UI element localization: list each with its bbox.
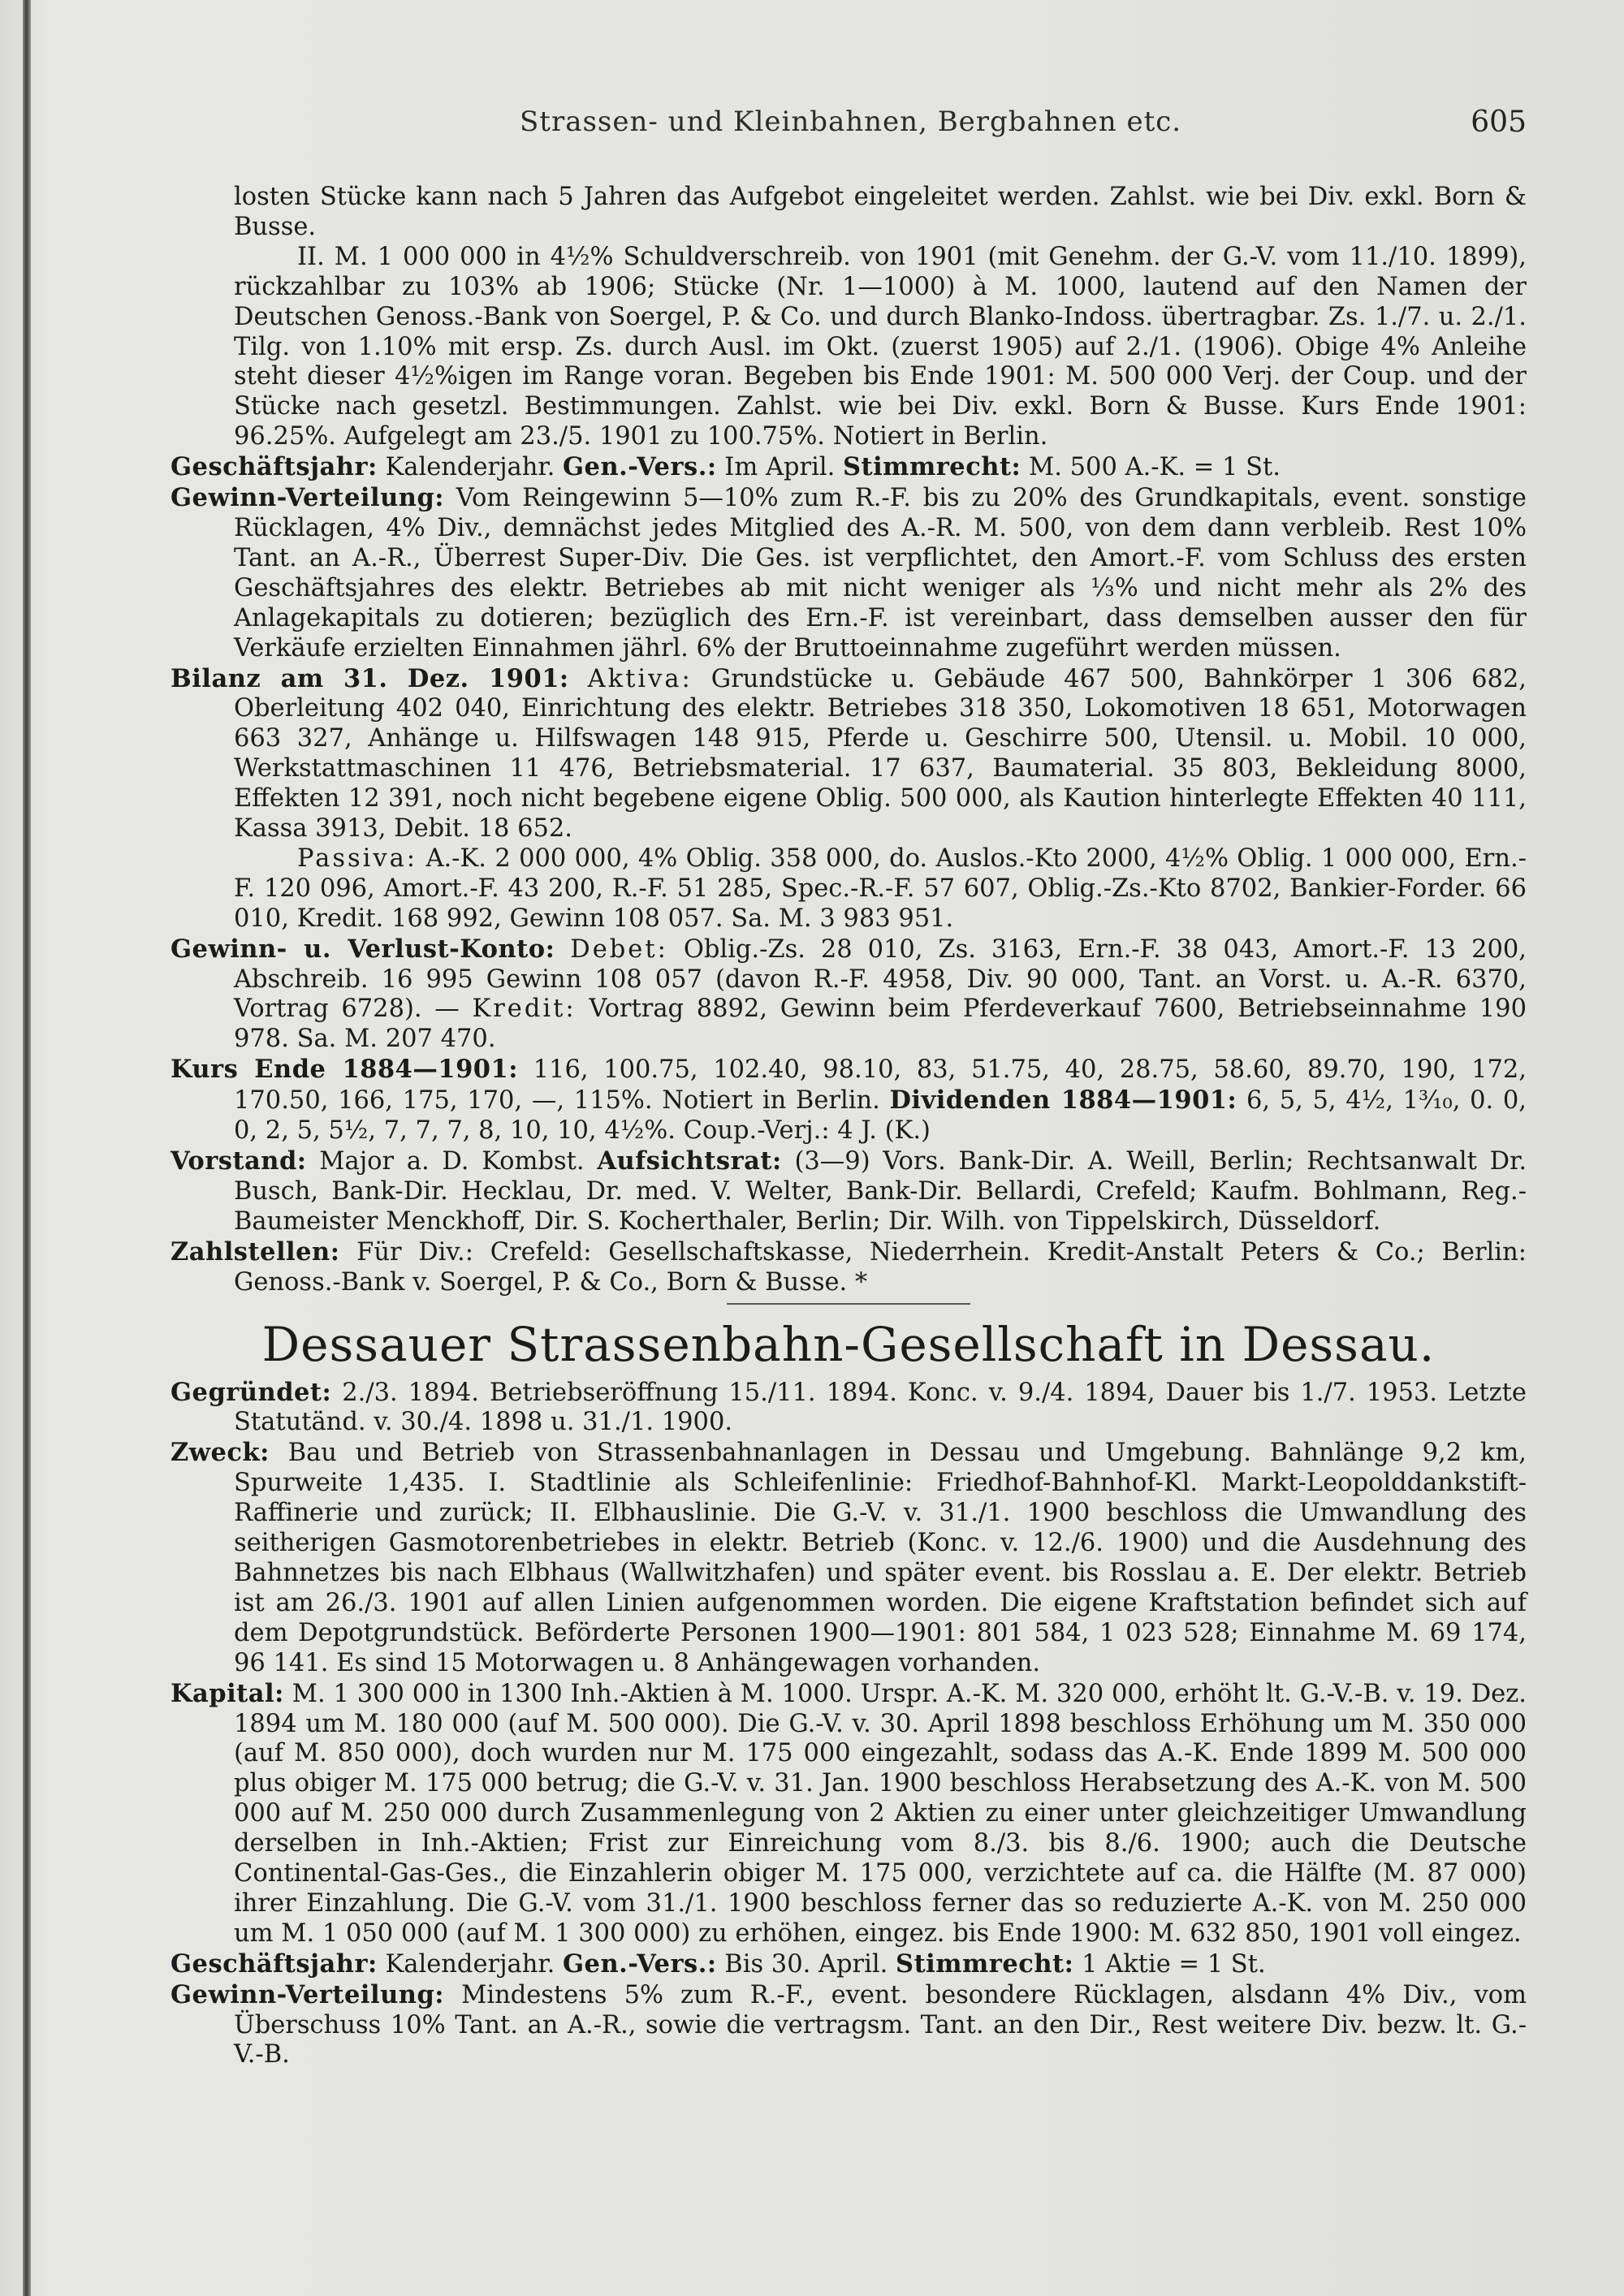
gegruendet-label: Gegründet: [171,1377,332,1407]
gewinn-verteilung-entry [171,483,1527,663]
kredit-text: Vortrag 8892, Gewinn beim Pferdeverkauf 7600, Betriebseinnahme 190 978. Sa. M. 207 470. [234,995,1527,1054]
passiva-label: Passiva: [297,844,418,873]
kapital-entry [171,1679,1527,1949]
dessau-stimmrecht-text: 1 Aktie = 1 St. [1082,1949,1266,1979]
bilanz-label: Bilanz am 31. Dez. 1901: [171,663,569,693]
passiva-entry [171,844,1527,934]
aktiva-text: Grundstücke u. Gebäude 467 500, Bahnkörper 1 306 682, Oberleitung 402 040, Einrichtung des elektr. Betriebes 318 350, Lokomotiven 18 651, Motorwagen 663 327, Anhänge u. Hilfswagen 148 915, Pferde u. Geschirre 500, Utensil. u. Mobil. 10 000, Werkstattmaschinen 11 476, Betriebsmaterial. 17 637, Baumaterial. 35 803, Bekleidung 8000, Effekten 12 391, noch nicht begebene eigene Oblig. 500 000, als Kaution hinterlegte Effekten 40 111, Kassa 3913, Debit. 18 652. [234,664,1527,844]
kapital-text: M. 1 300 000 in 1300 Inh.-Aktien à M. 1000. Urspr. A.-K. M. 320 000, erhöht lt. G.-V.-B. v. 19. Dez. 1894 um M. 180 000 (auf M. 500 000). Die G.-V. v. 30. April 1898 beschloss Erhöhung um M. 350 000 (auf M. 850 000), doch wurden nur M. 175 000 eingezahlt, sodass das A.-K. Ende 1899 M. 500 000 plus obiger M. 175 000 betrug; die G.-V. v. 31. Jan. 1900 beschloss Herabsetzung des A.-K. von M. 500 000 auf M. 250 000 durch Zusammenlegung von 2 Aktien zu einer unter gleichzeitiger Umwandlung derselben in Inh.-Aktien; Frist zur Einreichung vom 8./3. bis 8./6. 1900; auch die Deutsche Continental-Gas-Ges., die Einzahlerin obiger M. 175 000, verzichtete auf ca. die Hälfte (M. 87 000) ihrer Einzahlung. Die G.-V. vom 31./1. 1900 beschloss ferner das so reduzierte A.-K. von M. 250 000 um M. 1 050 000 (auf M. 1 300 000) zu erhöhen, eingez. bis Ende 1900: M. 632 850, 1901 voll eingez. [234,1679,1527,1948]
zahlstellen-entry [171,1237,1527,1298]
running-title: Strassen- und Kleinbahnen, Bergbahnen etc. [520,106,1182,138]
kurs-entry [171,1055,1527,1146]
dessau-gewinn-verteilung-label: Gewinn-Verteilung: [171,1979,445,2009]
dividenden-text: 6, 5, 5, 4½, 1³⁄₁₀, 0. 0, 0, 2, 5, 5½, 7, 7, 7, 8, 10, 10, 4½%. Coup.-Verj.: 4 J. (K.) [234,1086,1527,1146]
page-number: 605 [1471,106,1527,139]
kurs-text: 116, 100.75, 102.40, 98.10, 83, 51.75, 40, 28.75, 58.60, 89.70, 190, 172, 170.50, 166, 175, 170, —, 115%. Notiert in Berlin. [234,1055,1527,1116]
aktiva-label: Aktiva: [587,664,693,693]
vorstand-entry [171,1146,1527,1237]
zweck-text: Bau und Betrieb von Strassenbahnanlagen in Dessau und Umgebung. Bahnlänge 9,2 km, Spurweite 1,435. I. Stadtlinie als Schleifenlinie: Friedhof-Bahnhof-Kl. Markt-Leopolddankstift-Raffinerie und zurück; II. Elbhauslinie. Die G.-V. v. 31./1. 1900 beschloss die Umwandlung des seitherigen Gasmotorenbetriebes in elektr. Betrieb (Konc. v. 12./6. 1900) und die Ausdehnung des Bahnnetzes bis nach Elbhaus (Wallwitzhafen) und später event. bis Rosslau a. E. Der elektr. Betrieb ist am 26./3. 1901 auf allen Linien aufgenommen worden. Die eigene Kraftstation befindet sich auf dem Depotgrundstück. Beförderte Personen 1900—1901: 801 584, 1 023 528; Einnahme M. 69 174, 96 141. Es sind 15 Motorwagen u. 8 Anhängewagen vorhanden. [234,1439,1527,1677]
dessau-stimmrecht-label: Stimmrecht: [896,1949,1074,1979]
vorstand-label: Vorstand: [171,1146,307,1176]
dessau-gewinn-verteilung-text: Mindestens 5% zum R.-F., event. besondere Rücklagen, alsdann 4% Div., vom Überschuss 10% Tant. an A.-R., sowie die vertragsm. Tant. an den Dir., Rest weitere Div. bezw. lt. G.-V.-B. [234,1980,1527,2069]
zweck-entry [171,1438,1527,1678]
dessau-geschaeftsjahr-text: Kalenderjahr. [385,1949,555,1979]
geschaeftsjahr-label: Geschäftsjahr: [171,452,378,482]
stimmrecht-text: M. 500 A.-K. = 1 St. [1029,453,1281,482]
bilanz-entry [171,664,1527,844]
aufsichtsrat-text: (3—9) Vors. Bank-Dir. A. Weill, Berlin; Rechtsanwalt Dr. Busch, Bank-Dir. Hecklau, Dr. med. V. Welter, Bank-Dir. Bellardi, Crefeld; Kaufm. Bohlmann, Reg.-Baumeister Menckhoff, Dir. S. Kocherthaler, Berlin; Dir. Wilh. von Tippelskirch, Düsseldorf. [234,1147,1527,1236]
gegruendet-text: 2./3. 1894. Betriebseröffnung 15./11. 1894. Konc. v. 9./4. 1894, Dauer bis 1./7. 1953. Letzte Statutänd. v. 30./4. 1898 u. 31./1. 1900. [234,1378,1527,1437]
guv-label: Gewinn- u. Verlust-Konto: [171,934,555,964]
dessau-gewinn-verteilung-entry [171,1980,1527,2071]
debet-label: Debet: [570,934,668,964]
continuation-paragraph: losten Stücke kann nach 5 Jahren das Aufgebot eingeleitet werden. Zahlst. wie bei Div. exkl. Born & Busse. [234,183,1527,241]
zahlstellen-label: Zahlstellen: [171,1236,340,1267]
stimmrecht-label: Stimmrecht: [842,452,1021,482]
anleihe-ii-paragraph: II. M. 1 000 000 in 4½% Schuldverschreib. von 1901 (mit Genehm. der G.-V. vom 11./10. 1899), rückzahlbar zu 103% ab 1906; Stücke (Nr. 1—1000) à M. 1000, lautend auf den Namen der Deutschen Genoss.-Bank von Soergel, P. & Co. und durch Blanko-Indoss. übertragbar. Zs. 1./7. u. 2./1. Tilg. von 1.10% mit ersp. Zs. durch Ausl. im Okt. (zuerst 1905) auf 2./1. (1906). Obige 4% Anleihe steht dieser 4½%igen im Range voran. Begeben bis Ende 1901: M. 500 000 Verj. der Coup. und der Stücke nach gesetzl. Bestimmungen. Zahlst. wie bei Div. exkl. Born & Busse. Kurs Ende 1901: 96.25%. Aufgelegt am 23./5. 1901 zu 100.75%. Notiert in Berlin. [234,242,1527,451]
dessau-genvers-label: Gen.-Vers.: [563,1949,717,1979]
dessau-genvers-text: Bis 30. April. [724,1949,888,1979]
section-divider [727,1303,970,1305]
geschaeftsjahr-entry [171,452,1527,483]
aufsichtsrat-label: Aufsichtsrat: [597,1146,782,1176]
zweck-label: Zweck: [171,1438,270,1468]
geschaeftsjahr-text: Kalenderjahr. [385,453,555,482]
kapital-label: Kapital: [171,1678,284,1708]
kredit-label: Kredit: [472,995,577,1024]
text-column [171,183,1527,2070]
zahlstellen-text: Für Div.: Crefeld: Gesellschaftskasse, Niederrhein. Kredit-Anstalt Peters & Co.; Berlin: Genoss.-Bank v. Soergel, P. & Co., Born & Busse. * [234,1237,1527,1297]
gewinn-verteilung-label: Gewinn-Verteilung: [171,483,445,513]
company-title: Dessauer Strassenbahn-Gesellschaft in Dessau. [261,1316,1436,1372]
gewinn-verteilung-text: Vom Reingewinn 5—10% zum R.-F. bis zu 20% des Grundkapitals, event. sonstige Rücklagen, 4% Div., demnächst jedes Mitglied des A.-R. M. 500, von dem dann verbleib. Rest 10% Tant. an A.-R., Überrest Super-Div. Die Ges. ist verpflichtet, den Amort.-F. vom Schluss des ersten Geschäftsjahres des elektr. Betriebes ab mit nicht weniger als ⅓% und nicht mehr als 2% des Anlagekapitals zu dotieren; bezüglich des Ern.-F. ist vereinbart, dass demselben ausser den für Verkäufe erzielten Einnahmen jährl. 6% der Bruttoeinnahme zugeführt werden müssen. [234,484,1527,662]
vorstand-text: Major a. D. Kombst. [319,1147,585,1176]
debet-text: Oblig.-Zs. 28 010, Zs. 3163, Ern.-F. 38 043, Amort.-F. 13 200, Abschreib. 16 995 Gewinn 108 057 (davon R.-F. 4958, Div. 90 000, Tant. an Vorst. u. A.-R. 6370, Vortrag 6728). — [234,934,1527,1024]
kurs-label: Kurs Ende 1884—1901: [171,1055,519,1085]
dessau-geschaeftsjahr-entry [171,1949,1527,1980]
dessau-geschaeftsjahr-label: Geschäftsjahr: [171,1949,378,1979]
genvers-text: Im April. [724,453,836,482]
passiva-text: A.-K. 2 000 000, 4% Oblig. 358 000, do. Auslos.-Kto 2000, 4½% Oblig. 1 000 000, Ern.-F. 120 096, Amort.-F. 43 200, R.-F. 51 285, Spec.-R.-F. 57 607, Oblig.-Zs.-Kto 8702, Bankier-Forder. 66 010, Kredit. 168 992, Gewinn 108 057. Sa. M. 3 983 951. [234,844,1527,933]
gegruendet-entry [171,1378,1527,1439]
dividenden-label: Dividenden 1884—1901: [889,1085,1237,1116]
page-header [171,106,1535,154]
binding-edge [23,0,31,2296]
genvers-label: Gen.-Vers.: [563,452,717,482]
guv-entry [171,934,1527,1055]
